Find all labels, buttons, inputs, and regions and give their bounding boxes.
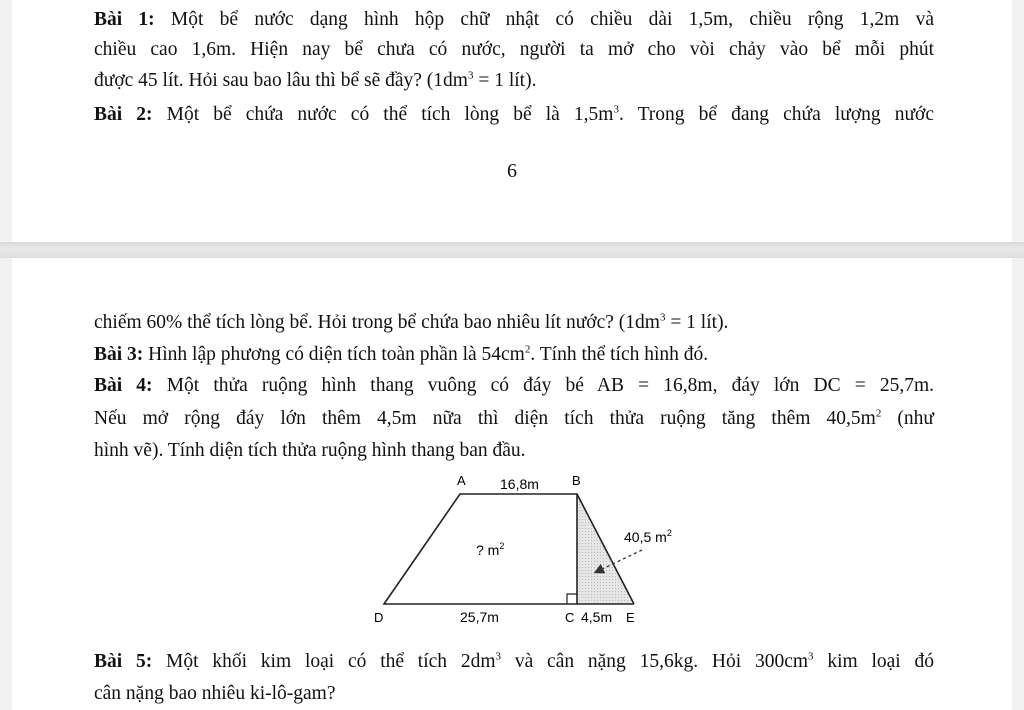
label-ab-length: 16,8m	[500, 476, 539, 492]
exercise-2-sup-2: 3	[659, 311, 666, 324]
exercise-1-text-3b: = 1 lít).	[473, 70, 537, 91]
exercise-1-text-2: chiều cao 1,6m. Hiện nay bể chưa có nước, người ta mở cho vòi chảy vào bể mỗi phút	[94, 39, 934, 60]
exercise-5-sup-2: 3	[808, 650, 814, 663]
trapezoid-figure	[360, 468, 700, 630]
exercise-1-line-2	[94, 36, 934, 64]
exercise-2-sup-1: 3	[613, 103, 619, 116]
exercise-2-text-1b: . Trong bể đang chứa lượng nước	[618, 104, 935, 125]
exercise-2-line-2	[94, 309, 934, 337]
label-c: C	[565, 610, 575, 625]
exercise-4-text-1: Một thửa ruộng hình thang vuông có đáy bé AB = 16,8m, đáy lớn DC = 25,7m.	[166, 375, 935, 396]
right-angle-mark	[567, 594, 577, 604]
page-separator	[0, 242, 1024, 258]
label-a: A	[457, 473, 466, 488]
exercise-5-text-1c: kim loại đó	[813, 651, 935, 672]
exercise-1-sup: 3	[467, 69, 474, 82]
label-d: D	[374, 610, 384, 625]
exercise-4-label: Bài 4:	[94, 375, 153, 396]
exercise-2-label: Bài 2:	[94, 104, 153, 125]
label-dc-length: 25,7m	[460, 609, 499, 625]
exercise-4-line-3	[94, 437, 934, 465]
exercise-3-text-a: Hình lập phương có diện tích toàn phần là 54cm	[148, 344, 525, 365]
label-b: B	[572, 473, 581, 488]
exercise-4-line-2	[94, 405, 934, 433]
label-ce-length: 4,5m	[581, 609, 613, 625]
exercise-2-text-2a: chiếm 60% thể tích lòng bể. Hỏi trong bể chứa bao nhiêu lít nước? (1dm	[94, 312, 660, 333]
exercise-2-text-2b: = 1 lít).	[665, 312, 729, 333]
label-unknown-area: ? $m^2$	[476, 541, 505, 558]
exercise-3-text-b: . Tính thể tích hình đó.	[530, 344, 709, 365]
exercise-5-line-1	[94, 648, 934, 676]
exercise-1-line-3	[94, 67, 934, 95]
exercise-5-text-2: cân nặng bao nhiêu ki-lô-gam?	[94, 683, 336, 704]
right-margin	[1012, 0, 1024, 710]
exercise-5-line-2	[94, 680, 934, 708]
exercise-1-label: Bài 1:	[94, 9, 155, 30]
exercise-3-sup: 2	[524, 343, 531, 356]
exercise-5-sup-1: 3	[495, 650, 502, 663]
exercise-1-line-1	[94, 6, 934, 34]
exercise-4-text-2b: (như	[881, 408, 934, 429]
exercise-5-text-1b: và cân nặng 15,6kg. Hỏi 300cm	[501, 651, 809, 672]
label-e: E	[626, 610, 635, 625]
left-margin	[0, 0, 12, 710]
exercise-5-text-1a: Một khối kim loại có thể tích 2dm	[166, 651, 496, 672]
exercise-2-text-1a: Một bể chứa nước có thể tích lòng bể là 1,5m	[166, 104, 614, 125]
exercise-1-text-3a: được 45 lít. Hỏi sau bao lâu thì bể sẽ đầy? (1dm	[94, 70, 468, 91]
exercise-3-line	[94, 341, 934, 369]
exercise-4-text-2a: Nếu mở rộng đáy lớn thêm 4,5m nữa thì diện tích thửa ruộng tăng thêm 40,5m	[94, 408, 876, 429]
exercise-5-label: Bài 5:	[94, 651, 153, 672]
exercise-1-text-1: Một bể nước dạng hình hộp chữ nhật có chiều dài 1,5m, chiều rộng 1,2m và	[170, 9, 935, 30]
page-number: 6	[507, 160, 517, 182]
exercise-2-line-1	[94, 101, 934, 129]
exercise-4-sup: 2	[875, 407, 882, 420]
exercise-4-text-3: hình vẽ). Tính diện tích thửa ruộng hình thang ban đầu.	[94, 440, 526, 461]
exercise-3-label: Bài 3:	[94, 344, 144, 365]
exercise-4-line-1	[94, 372, 934, 400]
label-extra-area: 40,5 $m^2$	[624, 528, 672, 545]
